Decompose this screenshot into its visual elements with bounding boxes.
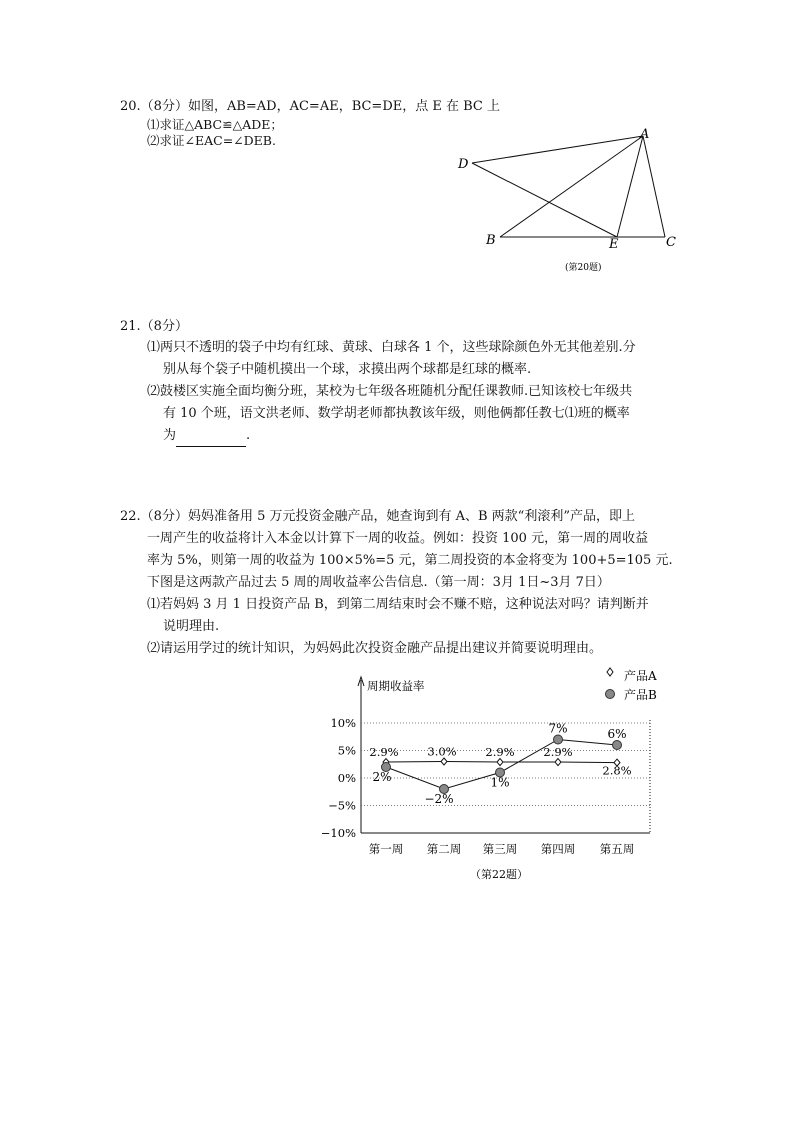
- legend-product-a: 产品A: [624, 669, 657, 683]
- data-label-b: −2%: [424, 792, 454, 806]
- segment-DA: [472, 136, 643, 163]
- point-a-diamond: [555, 759, 561, 766]
- data-label-a: 2.9%: [369, 745, 399, 760]
- y-axis-title: 周期收益率: [367, 679, 425, 693]
- legend-circle-icon: [606, 690, 615, 699]
- data-label-b: 1%: [490, 775, 510, 790]
- legend: [606, 668, 658, 702]
- q20-part2: ⑵求证∠EAC=∠DEB.: [147, 133, 276, 148]
- y-tick-label: 10%: [330, 716, 356, 730]
- label-C: C: [666, 235, 676, 250]
- q22-caption: （第22题）: [470, 868, 528, 881]
- segment-DE: [472, 163, 617, 237]
- x-tick-label: 第四周: [540, 842, 576, 856]
- q20-geometry-figure: [450, 122, 690, 282]
- legend-product-b: 产品B: [624, 688, 657, 702]
- q20-part1: ⑴求证△ABC≌△ADE；: [147, 117, 283, 132]
- data-label-a: 2.8%: [602, 763, 632, 778]
- y-tick-label: −10%: [320, 826, 356, 840]
- x-tick-label: 第二周: [426, 842, 462, 856]
- data-label-a: 2.9%: [485, 745, 515, 760]
- data-label-b: 2%: [372, 770, 392, 784]
- point-a-diamond: [497, 759, 503, 766]
- q22-part2: ⑵请运用学过的统计知识，为妈妈此次投资金融产品提出建议并简要说明理由。: [147, 641, 603, 656]
- data-label-b: 6%: [607, 727, 627, 741]
- q21-part2-line3: 为 .: [163, 425, 250, 447]
- legend-diamond-icon: [607, 668, 613, 676]
- label-E: E: [609, 237, 619, 252]
- q21-part1-line2: 别从每个袋子中随机摸出一个球，求摸出两个球都是红球的概率.: [163, 362, 532, 377]
- q22-line2: 一周产生的收益将计入本金以计算下一周的收益。例如：投资 100 元，第一周的周收益: [147, 531, 649, 546]
- x-tick-label: 第五周: [599, 842, 635, 856]
- point-b-circle: [613, 741, 622, 750]
- q21-head: 21.（8分）: [120, 319, 188, 334]
- point-b-circle: [554, 735, 563, 744]
- q20-head: 20.（8分）如图，AB=AD，AC=AE，BC=DE，点 E 在 BC 上: [120, 99, 501, 114]
- y-tick-label: 0%: [337, 771, 356, 785]
- q22-line1: 22.（8分）妈妈准备用 5 万元投资金融产品，她查询到有 A、B 两款“利滚利”产品，即上: [120, 509, 635, 524]
- q22-line3: 率为 5%，则第一周的收益为 100×5%=5 元，第二周投资的本金将变为 100+5=105 元.: [147, 553, 673, 568]
- y-tick-label: −5%: [328, 798, 356, 813]
- q21-part1-line1: ⑴两只不透明的袋子中均有红球、黄球、白球各 1 个，这些球除颜色外无其他差别.分: [147, 340, 636, 355]
- q22-part1-line1: ⑴若妈妈 3 月 1 日投资产品 B，到第二周结束时会不赚不赔，这种说法对吗？请判断并: [147, 597, 649, 612]
- answer-blank[interactable]: [176, 432, 246, 447]
- segment-BA: [500, 136, 643, 237]
- segment-CA: [643, 136, 665, 237]
- y-tick-label: 5%: [337, 743, 356, 758]
- q21-part2-line3-text: 为: [163, 428, 177, 443]
- q22-line-chart: [320, 660, 680, 890]
- x-tick-label: 第三周: [482, 842, 518, 856]
- label-B: B: [486, 233, 496, 248]
- x-tick-label: 第一周: [368, 842, 404, 856]
- q21-part2-line2: 有 10 个班，语文洪老师、数学胡老师都执教该年级，则他俩都任教七⑴班的概率: [163, 406, 630, 421]
- label-D: D: [458, 157, 469, 172]
- q22-part1-line2: 说明理由.: [163, 619, 220, 634]
- data-label-a: 3.0%: [427, 744, 457, 759]
- label-A: A: [640, 127, 650, 142]
- point-a-diamond: [441, 758, 447, 765]
- q22-line4: 下图是这两款产品过去 5 周的周收益率公告信息.（第一周：3月 1日~3月 7日）: [147, 575, 610, 590]
- data-label-b: 7%: [548, 721, 568, 736]
- data-label-a: 2.9%: [543, 745, 573, 760]
- q21-part2-line1: ⑵鼓楼区实施全面均衡分班，某校为七年级各班随机分配任课教师.已知该校七年级共: [147, 384, 633, 399]
- q20-caption: (第20题): [565, 263, 602, 273]
